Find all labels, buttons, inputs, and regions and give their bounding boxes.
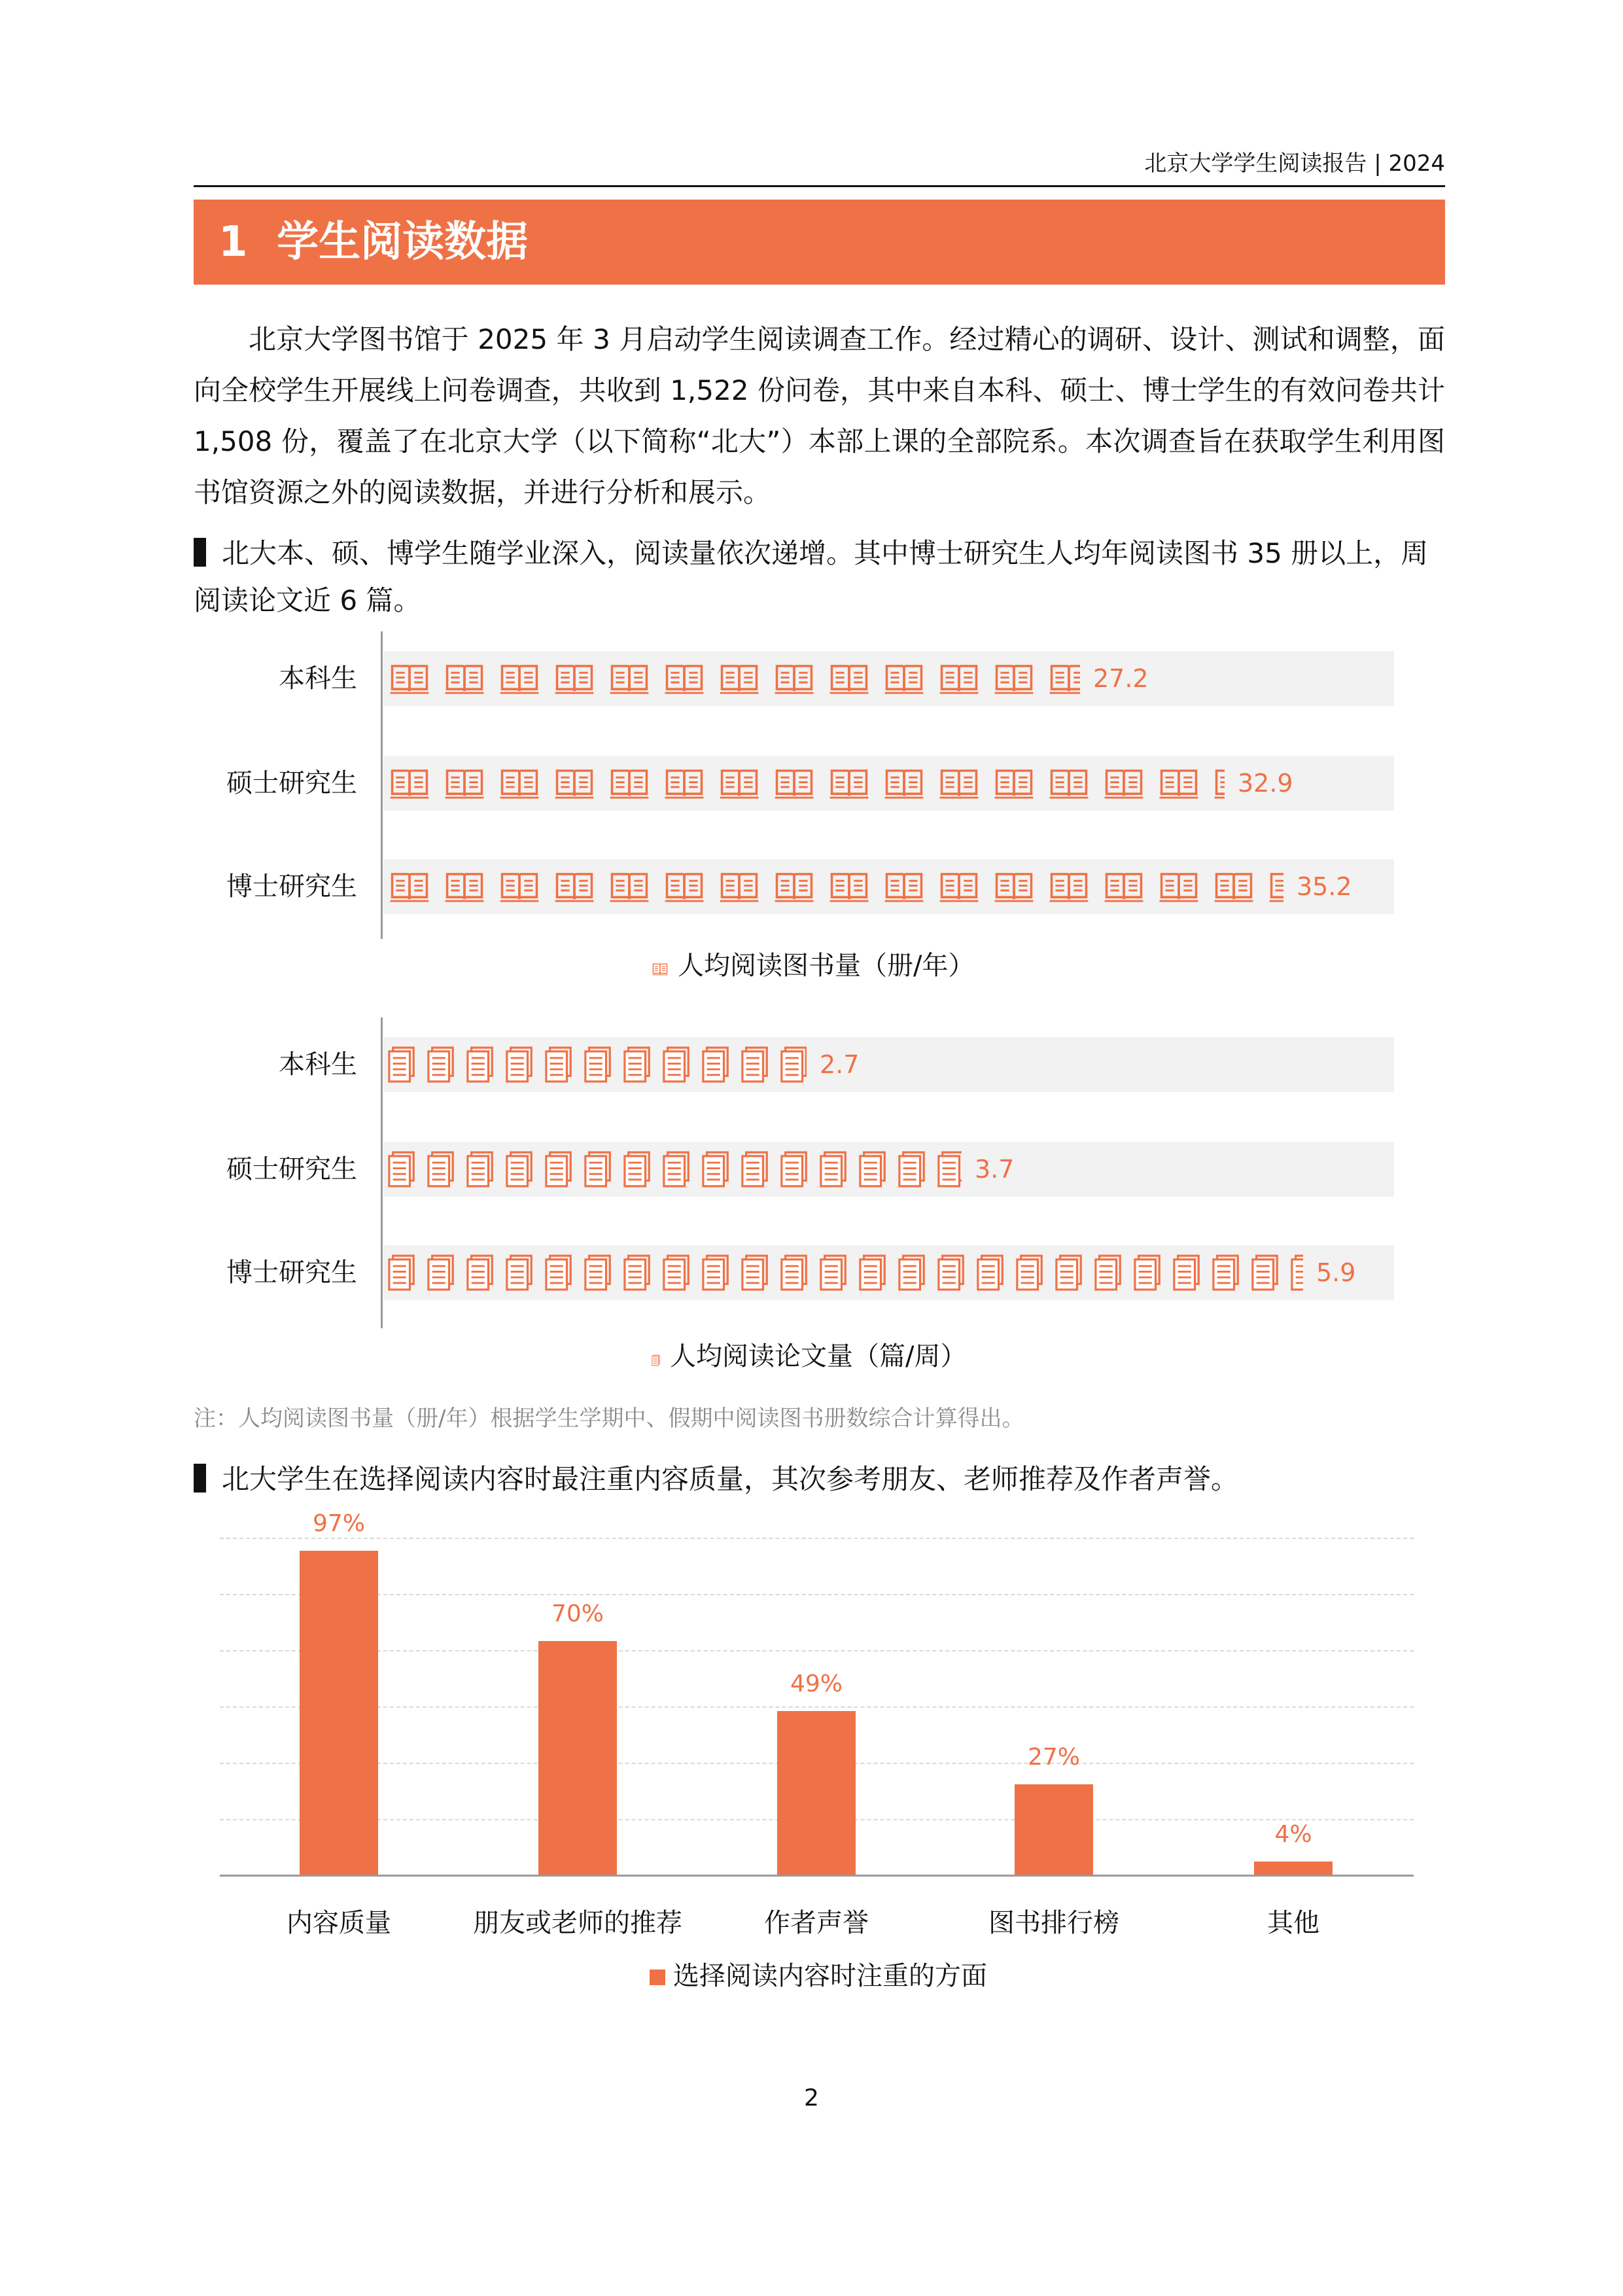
value-label: 3.7 xyxy=(975,1155,1015,1184)
value-label: 27% xyxy=(1027,1744,1080,1771)
finding-text-1: 北大本、硕、博学生随学业深入，阅读量依次递增。其中博士研究生人均年阅读图书 35 册以上，周阅读论文近 6 篇。 xyxy=(194,537,1429,616)
value-label: 35.2 xyxy=(1297,872,1352,901)
legend-swatch xyxy=(650,1969,665,1985)
category-label: 内容质量 xyxy=(287,1908,391,1938)
value-label: 32.9 xyxy=(1238,769,1293,798)
bar xyxy=(300,1551,378,1875)
chart-legend xyxy=(650,1958,987,1994)
gridline xyxy=(220,1706,1414,1708)
bar xyxy=(538,1641,617,1875)
category-label: 硕士研究生 xyxy=(226,1154,357,1184)
value-label: 27.2 xyxy=(1093,664,1149,693)
gridline xyxy=(220,1594,1414,1595)
category-label: 朋友或老师的推荐 xyxy=(473,1908,682,1938)
legend-label: 人均阅读论文量（篇/周） xyxy=(670,1341,967,1371)
page-number: 2 xyxy=(804,2085,819,2111)
value-label: 5.9 xyxy=(1316,1258,1356,1287)
gridline xyxy=(220,1650,1414,1651)
section-title: 1 学生阅读数据 xyxy=(218,218,529,266)
gridline xyxy=(220,1538,1414,1539)
legend-label: 选择阅读内容时注重的方面 xyxy=(673,1961,987,1991)
value-label: 97% xyxy=(312,1510,365,1537)
category-label: 作者声誉 xyxy=(764,1908,869,1938)
value-label: 4% xyxy=(1274,1821,1312,1848)
category-label: 本科生 xyxy=(279,663,357,694)
bar xyxy=(1254,1862,1333,1875)
category-label: 图书排行榜 xyxy=(988,1908,1119,1938)
category-label: 博士研究生 xyxy=(226,1258,357,1288)
value-label: 2.7 xyxy=(820,1050,860,1079)
footnote: 注：人均阅读图书量（册/年）根据学生学期中、假期中阅读图书册数综合计算得出。 xyxy=(194,1405,1024,1432)
intro-paragraph: 北京大学图书馆于 2025 年 3 月启动学生阅读调查工作。经过精心的调研、设计、测试和调整，面向全校学生开展线上问卷调查，共收到 1,522 份问卷，其中来自本科、硕士、博士学生的有效问卷共计 1,508 份，覆盖了在北京大学（以下简称“北大”）本部上课的全部院系。本次调查旨在获取学生利用图书馆资源之外的阅读数据，并进行分析和展示。 xyxy=(194,323,1445,508)
category-label: 博士研究生 xyxy=(226,872,357,902)
running-header: 北京大学学生阅读报告 | 2024 xyxy=(1144,150,1445,177)
category-label: 硕士研究生 xyxy=(226,768,357,798)
bar xyxy=(1015,1784,1093,1875)
category-label: 其他 xyxy=(1267,1908,1319,1938)
legend-label: 人均阅读图书量（册/年） xyxy=(678,951,975,981)
category-label: 本科生 xyxy=(279,1050,357,1080)
value-label: 70% xyxy=(551,1600,604,1627)
value-label: 49% xyxy=(790,1670,843,1697)
finding-text-2: 北大学生在选择阅读内容时最注重内容质量，其次参考朋友、老师推荐及作者声誉。 xyxy=(222,1463,1239,1495)
x-axis-baseline xyxy=(220,1875,1414,1877)
bar xyxy=(777,1711,856,1875)
